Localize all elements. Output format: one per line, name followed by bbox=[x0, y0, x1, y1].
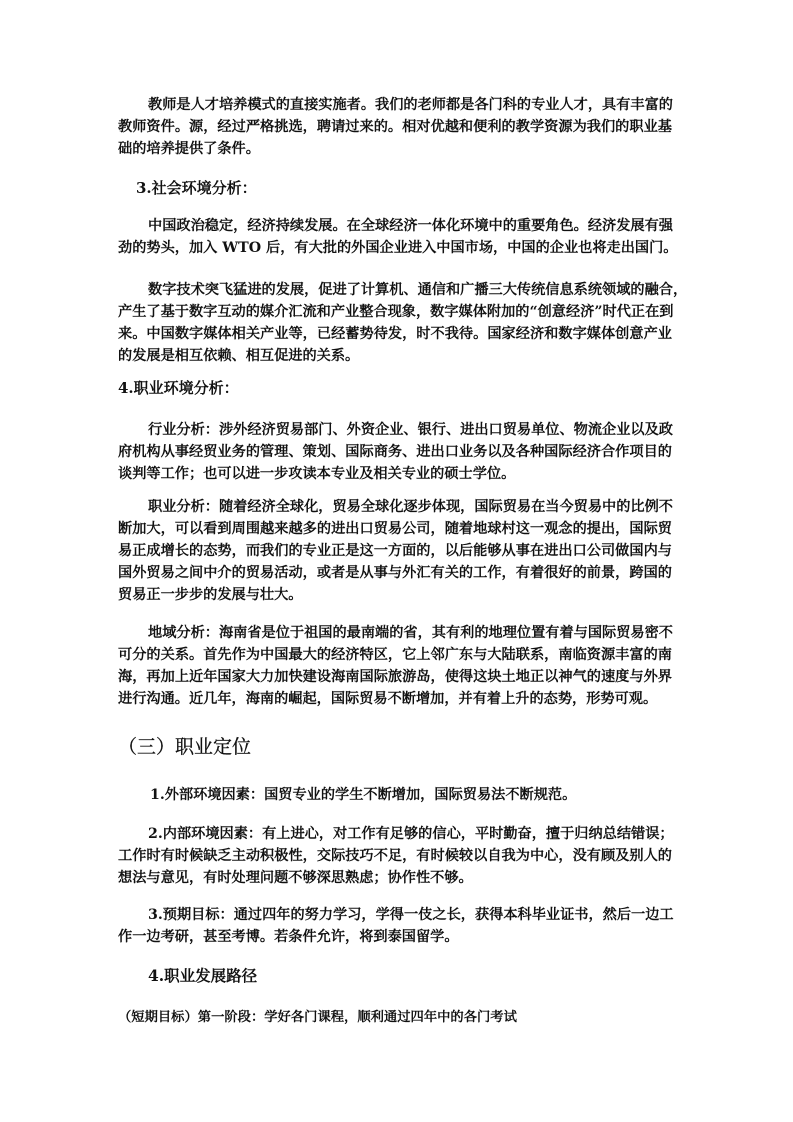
text-line: 职业分析：随着经济全球化，贸易全球化逐步体现，国际贸易在当今贸易中的比例不 bbox=[148, 499, 673, 515]
text-line: 贸易正一步步的发展与壮大。 bbox=[118, 587, 303, 603]
paragraph-career-analysis bbox=[118, 496, 672, 606]
short-term-goal: （短期目标）第一阶段：学好各门课程，顺利通过四年中的各门考试 bbox=[118, 1010, 517, 1025]
text-line: 地域分析：海南省是位于祖国的最南端的省，其有利的地理位置有着与国际贸易密不 bbox=[148, 625, 673, 641]
item-expected-goals bbox=[118, 904, 672, 948]
text-line: 教师是人才培养模式的直接实施者。我们的老师都是各门科的专业人才，具有丰富的 bbox=[148, 97, 673, 113]
item-career-path-title: 4.职业发展路径 bbox=[148, 966, 258, 985]
paragraph-industry-analysis bbox=[118, 419, 672, 485]
text-line: 可分的关系。首先作为中国最大的经济特区，它上邻广东与大陆联系，南临资源丰富的南 bbox=[118, 647, 672, 663]
text-line: 海，再加上近年国家大力加快建设海南国际旅游岛，使得这块土地正以神气的速度与外界 bbox=[118, 669, 672, 685]
text-line: 中国政治稳定，经济持续发展。在全球经济一体化环境中的重要角色。经济发展有强 bbox=[148, 218, 673, 234]
text-line: 的发展是相互依赖、相互促进的关系。 bbox=[118, 348, 360, 364]
text-line: 教师资件。源，经过严格挑选，聘请过来的。相对优越和便利的教学资源为我们的职业基 bbox=[118, 119, 672, 135]
text-line: 国外贸易之间中介的贸易活动，或者是从事与外汇有关的工作，有着很好的前景，跨国的 bbox=[118, 565, 672, 581]
text-line: 1.外部环境因素：国贸专业的学生不断增加，国际贸易法不断规范。 bbox=[150, 787, 577, 803]
text-line: 作一边考研，甚至考博。若条件允许，将到泰国留学。 bbox=[118, 929, 459, 945]
text-line: 易正成增长的态势，而我们的专业正是这一方面的，以后能够从事在进出口公司做国内与 bbox=[118, 543, 672, 559]
paragraph-region-analysis bbox=[118, 622, 672, 710]
heading-career-environment: 4.职业环境分析： bbox=[118, 379, 239, 397]
text-line: 来。中国数字媒体相关产业等，已经蓄势待发，时不我待。国家经济和数字媒体创意产业 bbox=[118, 326, 672, 342]
text-line: 数字技术突飞猛进的发展，促进了计算机、通信和广播三大传统信息系统领域的融合， bbox=[148, 282, 688, 298]
text-line: 3.预期目标：通过四年的努力学习，学得一伎之长，获得本科毕业证书，然后一边工 bbox=[148, 907, 674, 923]
text-line: 府机构从事经贸业务的管理、策划、国际商务、进出口业务以及各种国际经济合作项目的 bbox=[118, 444, 672, 460]
text-line: 进行沟通。近几年，海南的崛起，国际贸易不断增加，并有着上升的态势，形势可观。 bbox=[118, 691, 658, 707]
text-line: 行业分析：涉外经济贸易部门、外资企业、银行、进出口贸易单位、物流企业以及政 bbox=[148, 422, 673, 438]
text-line: 础的培养提供了条件。 bbox=[118, 141, 260, 157]
text-line: 劲的势头，加入 WTO 后，有大批的外国企业进入中国市场，中国的企业也将走出国门。 bbox=[118, 240, 678, 256]
text-line: 想法与意见，有时处理问题不够深思熟虑；协作性不够。 bbox=[118, 870, 473, 886]
text-line: 谈判等工作；也可以进一步攻读本专业及相关专业的硕士学位。 bbox=[118, 466, 516, 482]
item-external-factors bbox=[120, 784, 674, 806]
paragraph-china-economy bbox=[118, 215, 678, 259]
item-internal-factors bbox=[118, 823, 672, 889]
text-line: 断加大，可以看到周围越来越多的进出口贸易公司，随着地球村这一观念的提出，国际贸 bbox=[118, 521, 672, 537]
text-line: 工作时有时候缺乏主动积极性，交际技巧不足，有时候较以自我为中心，没有顾及别人的 bbox=[118, 848, 672, 864]
heading-social-environment: 3.社会环境分析： bbox=[136, 179, 257, 197]
paragraph-digital-media bbox=[118, 279, 688, 367]
section-title-career-positioning: （三）职业定位 bbox=[118, 736, 252, 758]
text-line: 产生了基于数字互动的媒介汇流和产业整合现象，数字媒体附加的“创意经济”时代正在到 bbox=[118, 304, 674, 320]
paragraph-teachers bbox=[118, 94, 672, 160]
text-line: 2.内部环境因素：有上进心，对工作有足够的信心，平时勤奋，擅于归纳总结错误； bbox=[148, 826, 674, 842]
